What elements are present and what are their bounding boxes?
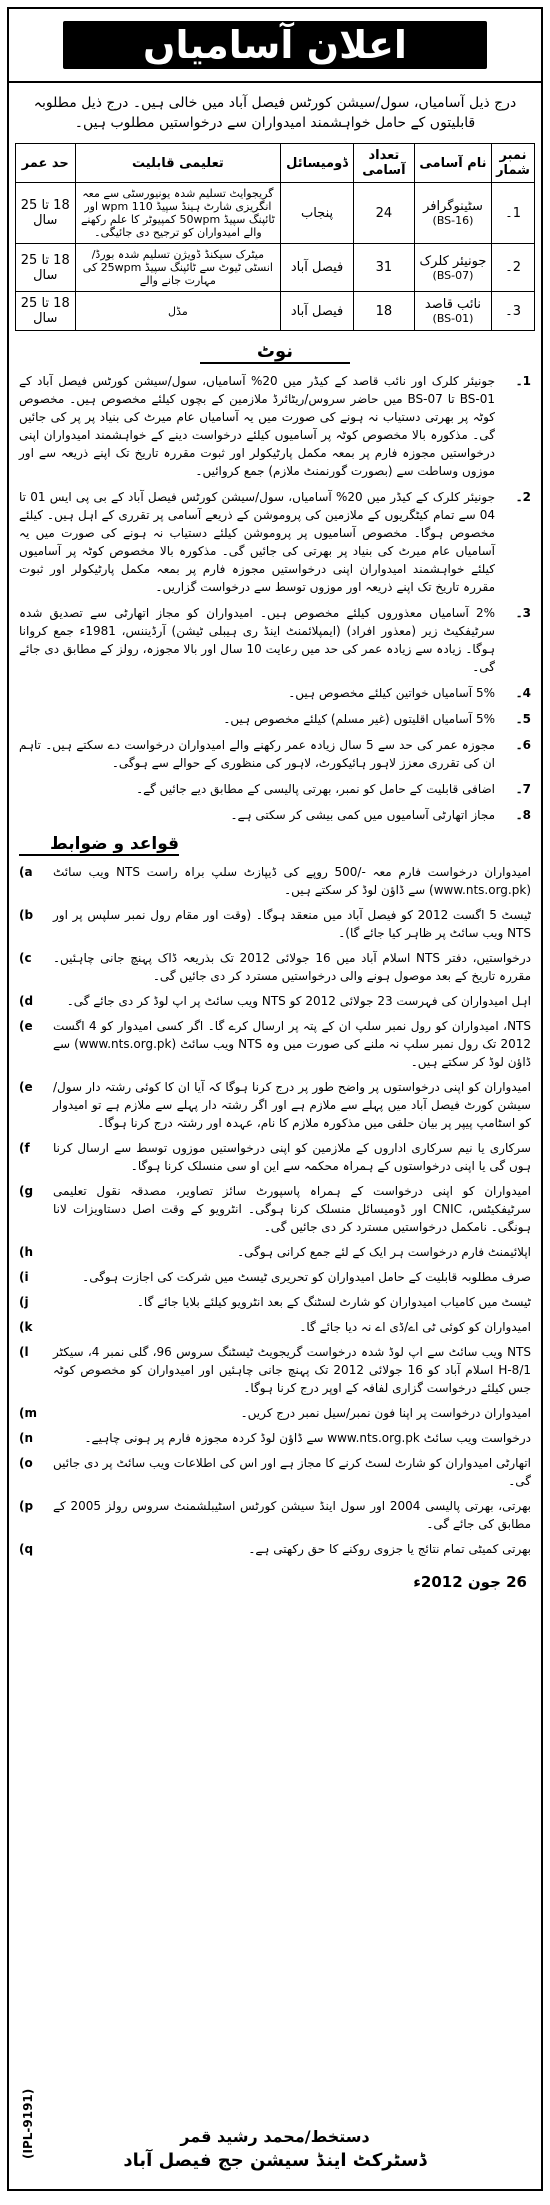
header (9, 9, 541, 83)
post-name: جونیئر کلرک (419, 253, 487, 269)
note-num: 6۔ (515, 738, 531, 752)
procedure-label: (d (19, 994, 34, 1008)
row-sr: 1۔ (492, 183, 535, 244)
note-text: اضافی قابلیت کے حامل کو نمبر، بھرتی پالیسی کے مطابق دیے جائیں گے۔ (136, 782, 495, 796)
procedure-item (19, 1268, 531, 1286)
procedures-title: قواعد و ضوابط (19, 834, 179, 856)
note-item (19, 604, 531, 676)
procedure-item (19, 1454, 531, 1490)
notes-list (9, 372, 541, 824)
intro-text: درج ذیل آسامیاں، سول/سیشن کورٹس فیصل آباد میں خالی ہیں۔ درج ذیل مطلوبہ قابلیتوں کے حامل خواہشمند امیدواران سے درخواستیں مطلوب ہیں۔ (33, 95, 517, 131)
note-item (19, 684, 531, 702)
procedure-text: امیدواران درخواست فارم معہ -/500 روپے کی ڈیپازٹ سلپ براہ راست NTS ویب سائٹ (www.nts.org.pk) سے ڈاؤن لوڈ کر سکتے ہیں۔ (53, 865, 531, 897)
row-qualification: مڈل (75, 292, 281, 331)
row-name (414, 292, 491, 331)
note-item (19, 488, 531, 596)
note-text: 5% آسامیاں اقلیتوں (غیر مسلم) کیلئے مخصوص ہیں۔ (223, 712, 495, 726)
procedure-label: (c (19, 951, 32, 965)
row-count: 31 (353, 244, 414, 292)
procedure-item (19, 1293, 531, 1311)
note-num: 1۔ (515, 374, 531, 388)
procedure-item (19, 1404, 531, 1422)
note-text: جونیئر کلرک اور نائب قاصد کے کیڈر میں 20% آسامیاں، سول/سیشن کورٹس فیصل آباد کے BS-01 تا BS-07 میں حاضر سروس/ریٹائرڈ ملازمین کے بچوں کیلئے مخصوص ہیں۔ مخصوص کوٹہ پر بھرتی دستیاب نہ ہونے کی صورت میں یہ آسامیاں عام میرٹ کی بنیاد پر پر کی جائیں گی۔ مذکورہ بالا مخصوص کوٹہ پر آسامیوں کیلئے درخواست دینے کے خواہشمند امیدواران اپنی درخواستیں مجوزہ فارم پر بمعہ مکمل پارٹیکولر اور ثبوت مقررہ تاریخ تک اپنے ذریعہ سے اور موزوں وساطت سے (بصورت گورنمنٹ ملازم) جمع کروائیں۔ (19, 374, 495, 478)
procedure-label: (n (19, 1431, 34, 1445)
note-item (19, 372, 531, 480)
procedure-text: اہل امیدواران کی فہرست 23 جولائی 2012 کو NTS ویب سائٹ پر اپ لوڈ کر دی جائے گی۔ (66, 994, 531, 1008)
procedure-text: امیدواران کو کوئی ٹی اے/ڈی اے نہ دیا جائے گا۔ (299, 1320, 531, 1334)
procedure-label: (a (19, 865, 33, 879)
procedure-text: ٹیسٹ میں کامیاب امیدواران کو شارٹ لسٹنگ کے بعد انٹرویو کیلئے بلایا جائے گا۔ (136, 1295, 531, 1309)
procedure-text: امیدواران کو اپنی درخواست کے ہمراہ پاسپورٹ سائز تصاویر، مصدقہ نقول تعلیمی سرٹیفکیٹس، CNIC اور ڈومیسائل منسلک کرنا ہوگی۔ انٹرویو کے وقت اصل دستاویزات لانا ہونگی۔ نامکمل درخواستیں مسترد کر دی جائیں گی۔ (53, 1184, 531, 1234)
procedure-text: صرف مطلوبہ قابلیت کے حامل امیدواران کو تحریری ٹیسٹ میں شرکت کی اجازت ہوگی۔ (82, 1270, 531, 1284)
procedure-text: درخواست ویب سائٹ www.nts.org.pk سے ڈاؤن لوڈ کردہ مجوزہ فارم پر ہونی چاہیے۔ (84, 1431, 531, 1445)
page-title: اعلان آسامیاں (63, 21, 487, 69)
post-name: سٹینوگرافر (423, 199, 483, 214)
header-sr: نمبر شمار (492, 144, 535, 183)
procedure-item (19, 1078, 531, 1132)
note-num: 3۔ (515, 606, 531, 620)
table-row (16, 183, 535, 244)
procedure-text: سرکاری یا نیم سرکاری اداروں کے ملازمین کو اپنی درخواستیں موزوں توسط سے ارسال کرنا ہوں گی یا اپنی درخواستوں کے ہمراہ محکمہ سے این او سی منسلک کرنا ہوگا۔ (53, 1141, 531, 1173)
table-header-row (16, 144, 535, 183)
row-name (414, 183, 491, 244)
header-domicile: ڈومیسائل (281, 144, 354, 183)
procedure-label: (k (19, 1320, 33, 1334)
row-age: 18 تا 25 سال (16, 244, 76, 292)
footer (19, 2127, 531, 2171)
procedure-label: (q (19, 1542, 34, 1556)
note-item (19, 710, 531, 728)
note-num: 5۔ (515, 712, 531, 726)
row-qualification: میٹرک سیکنڈ ڈویژن تسلیم شدہ بورڈ/انسٹی ٹیوٹ سے ٹائپنگ سپیڈ 25wpm کی مہارت جانے والے (75, 244, 281, 292)
note-num: 8۔ (515, 808, 531, 822)
procedure-label: (l (19, 1345, 29, 1359)
procedure-text: بھرتی، بھرتی پالیسی 2004 اور سول اینڈ سیشن کورٹس اسٹیبلشمنٹ سروس رولز 2005 کے مطابق کی جائے گی۔ (53, 1499, 531, 1531)
header-name: نام آسامی (414, 144, 491, 183)
procedure-item (19, 1182, 531, 1236)
procedure-item (19, 906, 531, 942)
table-row (16, 244, 535, 292)
row-age: 18 تا 25 سال (16, 183, 76, 244)
procedure-label: (b (19, 908, 34, 922)
note-text: 2% آسامیاں معذوروں کیلئے مخصوص ہیں۔ امیدواران کو مجاز اتھارٹی سے تصدیق شدہ سرٹیفکیٹ زیر (معذور افراد) (ایمپلائمنٹ اینڈ ری ہیبلی ٹیشن) آرڈیننس، 1981ء جمع کروانا ہوگا۔ زیادہ سے زیادہ عمر کی حد میں رعایت 10 سال اور بالا مجوزہ، رولز کے مطابق دی جائے گی۔ (19, 606, 495, 674)
row-age: 18 تا 25 سال (16, 292, 76, 331)
advertisement-page (7, 7, 543, 2191)
procedure-text: NTS، امیدواران کو رول نمبر سلپ ان کے پتہ پر ارسال کرے گا۔ اگر کسی امیدوار کو 4 اگست 2012 تک رول نمبر سلپ نہ ملنے کی صورت میں وہ NTS ویب سائٹ (www.nts.org.pk) سے ڈاؤن لوڈ کر سکتے ہیں۔ (53, 1019, 531, 1069)
note-num: 4۔ (515, 686, 531, 700)
header-qualification: تعلیمی قابلیت (75, 144, 281, 183)
procedure-label: (e (19, 1080, 33, 1094)
procedure-label: (m (19, 1406, 37, 1420)
procedure-item (19, 992, 531, 1010)
row-sr: 2۔ (492, 244, 535, 292)
procedure-label: (o (19, 1456, 33, 1470)
row-count: 18 (353, 292, 414, 331)
ipl-code: (IPL-9191) (21, 2088, 35, 2160)
procedure-label: (h (19, 1245, 34, 1259)
procedure-item (19, 1017, 531, 1071)
header-count: تعداد آسامی (353, 144, 414, 183)
signature-text: دستخط/محمد رشید قمر (180, 2127, 370, 2146)
post-scale: (BS-01) (432, 312, 474, 325)
post-scale: (BS-16) (432, 214, 474, 227)
row-domicile: پنجاب (281, 183, 354, 244)
procedure-label: (j (19, 1295, 29, 1309)
row-sr: 3۔ (492, 292, 535, 331)
procedure-item (19, 949, 531, 985)
procedure-label: (i (19, 1270, 29, 1284)
procedure-item (19, 1243, 531, 1261)
row-domicile: فیصل آباد (281, 244, 354, 292)
post-name: نائب قاصد (424, 297, 482, 312)
procedure-item (19, 1540, 531, 1558)
vacancies-table (15, 143, 535, 331)
note-num: 7۔ (515, 782, 531, 796)
procedure-text: امیدواران درخواست پر اپنا فون نمبر/سیل نمبر درج کریں۔ (240, 1406, 531, 1420)
procedure-text: بھرتی کمیٹی تمام نتائج یا جزوی روکنے کا حق رکھتی ہے۔ (248, 1542, 531, 1556)
procedure-item (19, 1318, 531, 1336)
procedure-item (19, 1139, 531, 1175)
row-qualification: گریجوایٹ تسلیم شدہ یونیورسٹی سے معہ انگریزی شارٹ ہینڈ سپیڈ 110 wpm اور ٹائپنگ سپیڈ 50wpm کمپیوٹر کا علم رکھنے والے امیدواران کو ترجیح دی جائیگی۔ (75, 183, 281, 244)
procedure-label: (e (19, 1019, 33, 1033)
issue-date: 26 جون 2012ء (413, 1573, 527, 1591)
office-name: ڈسٹرکٹ اینڈ سیشن جج فیصل آباد (123, 2150, 427, 2171)
post-scale: (BS-07) (432, 268, 474, 282)
note-num: 2۔ (515, 490, 531, 504)
procedure-item (19, 1343, 531, 1397)
row-name (414, 244, 491, 292)
note-text: جونیئر کلرک کے کیڈر میں 20% آسامیاں، سول/سیشن کورٹس فیصل آباد کے بی پی ایس 01 تا 04 سے تمام کیٹگریوں کے ملازمین کی پروموشن کے ذریعے آسامی پر تقرری کے اہل ہیں۔ کیلئے مخصوص ہوگا۔ مخصوص آسامیوں پر پروموشن کیلئے دستیاب نہ ہونے کی صورت میں یہ آسامیاں عام میرٹ کی بنیاد پر بھرتی کی جائیں گی۔ مذکورہ بالا مخصوص کوٹہ پر آسامیوں کیلئے خواہشمند امیدواران اپنی درخواستیں مجوزہ فارم پر بمعہ مکمل پارٹیکولر اور ثبوت مقررہ تاریخ تک اپنے ذریعہ اور موزوں توسط سے درخواست گزاریں۔ (19, 490, 495, 594)
procedure-text: اتھارٹی امیدواران کو شارٹ لسٹ کرنے کا مجاز ہے اور اس کی اطلاعات ویب سائٹ پر دی جائیں گی۔ (53, 1456, 531, 1488)
header-age: حد عمر (16, 144, 76, 183)
procedure-text: ٹیسٹ 5 اگست 2012 کو فیصل آباد میں منعقد ہوگا۔ (وقت اور مقام رول نمبر سلپس پر اور NTS ویب سائٹ پر ظاہر کیا جائے گا)۔ (53, 908, 532, 940)
row-count: 24 (353, 183, 414, 244)
procedure-item (19, 863, 531, 899)
procedure-label: (p (19, 1499, 34, 1513)
procedure-label: (f (19, 1141, 30, 1155)
row-domicile: فیصل آباد (281, 292, 354, 331)
note-item (19, 736, 531, 772)
procedure-text: اپلائیمنٹ فارم درخواست ہر ایک کے لئے جمع کرانی ہوگی۔ (237, 1245, 531, 1259)
procedure-text: NTS ویب سائٹ سے اپ لوڈ شدہ درخواست گریجویٹ ٹیسٹنگ سروس 96، گلی نمبر 4، سیکٹر H-8/1 اسلام آباد کو 16 جولائی 2012 تک پہنچ جانی چاہئیں اور امیدواران کو مخصوص کوٹہ جس کیلئے درخواست گزاری لفافہ کے اوپر درج کرنا ہوگا۔ (53, 1345, 531, 1395)
note-item (19, 806, 531, 824)
procedure-item (19, 1497, 531, 1533)
note-item (19, 780, 531, 798)
note-text: 5% آسامیاں خواتین کیلئے مخصوص ہیں۔ (288, 686, 495, 700)
procedure-label: (g (19, 1184, 34, 1198)
note-text: مجوزہ عمر کی حد سے 5 سال زیادہ عمر رکھنے والے امیدواران درخواست دے سکتے ہیں۔ تاہم ان کی تقرری معزز لاہور ہائیکورٹ، لاہور کی منظوری کے حوالے سے ہوگی۔ (19, 738, 495, 770)
note-text: مجاز اتھارٹی آسامیوں میں کمی بیشی کر سکتی ہے۔ (230, 808, 495, 822)
table-row (16, 292, 535, 331)
notes-title: نوٹ (200, 341, 350, 364)
procedure-text: درخواستیں، دفتر NTS اسلام آباد میں 16 جولائی 2012 تک بذریعہ ڈاک پہنچ جانی چاہئیں۔ مقررہ تاریخ کے بعد موصول ہونے والی درخواستیں مسترد کر دی جائیں گی۔ (53, 951, 531, 983)
procedure-text: امیدواران کو اپنی درخواستوں پر واضح طور پر درج کرنا ہوگا کہ آیا ان کا کوئی رشتہ دار سول/سیشن کورٹ فیصل آباد میں پہلے سے ملازم ہے اور اگر رشتہ دار پہلے سے ملازم ہے تو امیدوار کو اسٹامپ پیپر پر بیان حلفی میں مذکورہ ملازم کا نام، عہدہ اور رشتہ درج کرنا ہوگا۔ (53, 1080, 531, 1130)
procedure-item (19, 1429, 531, 1447)
procedures-list (9, 863, 541, 1565)
